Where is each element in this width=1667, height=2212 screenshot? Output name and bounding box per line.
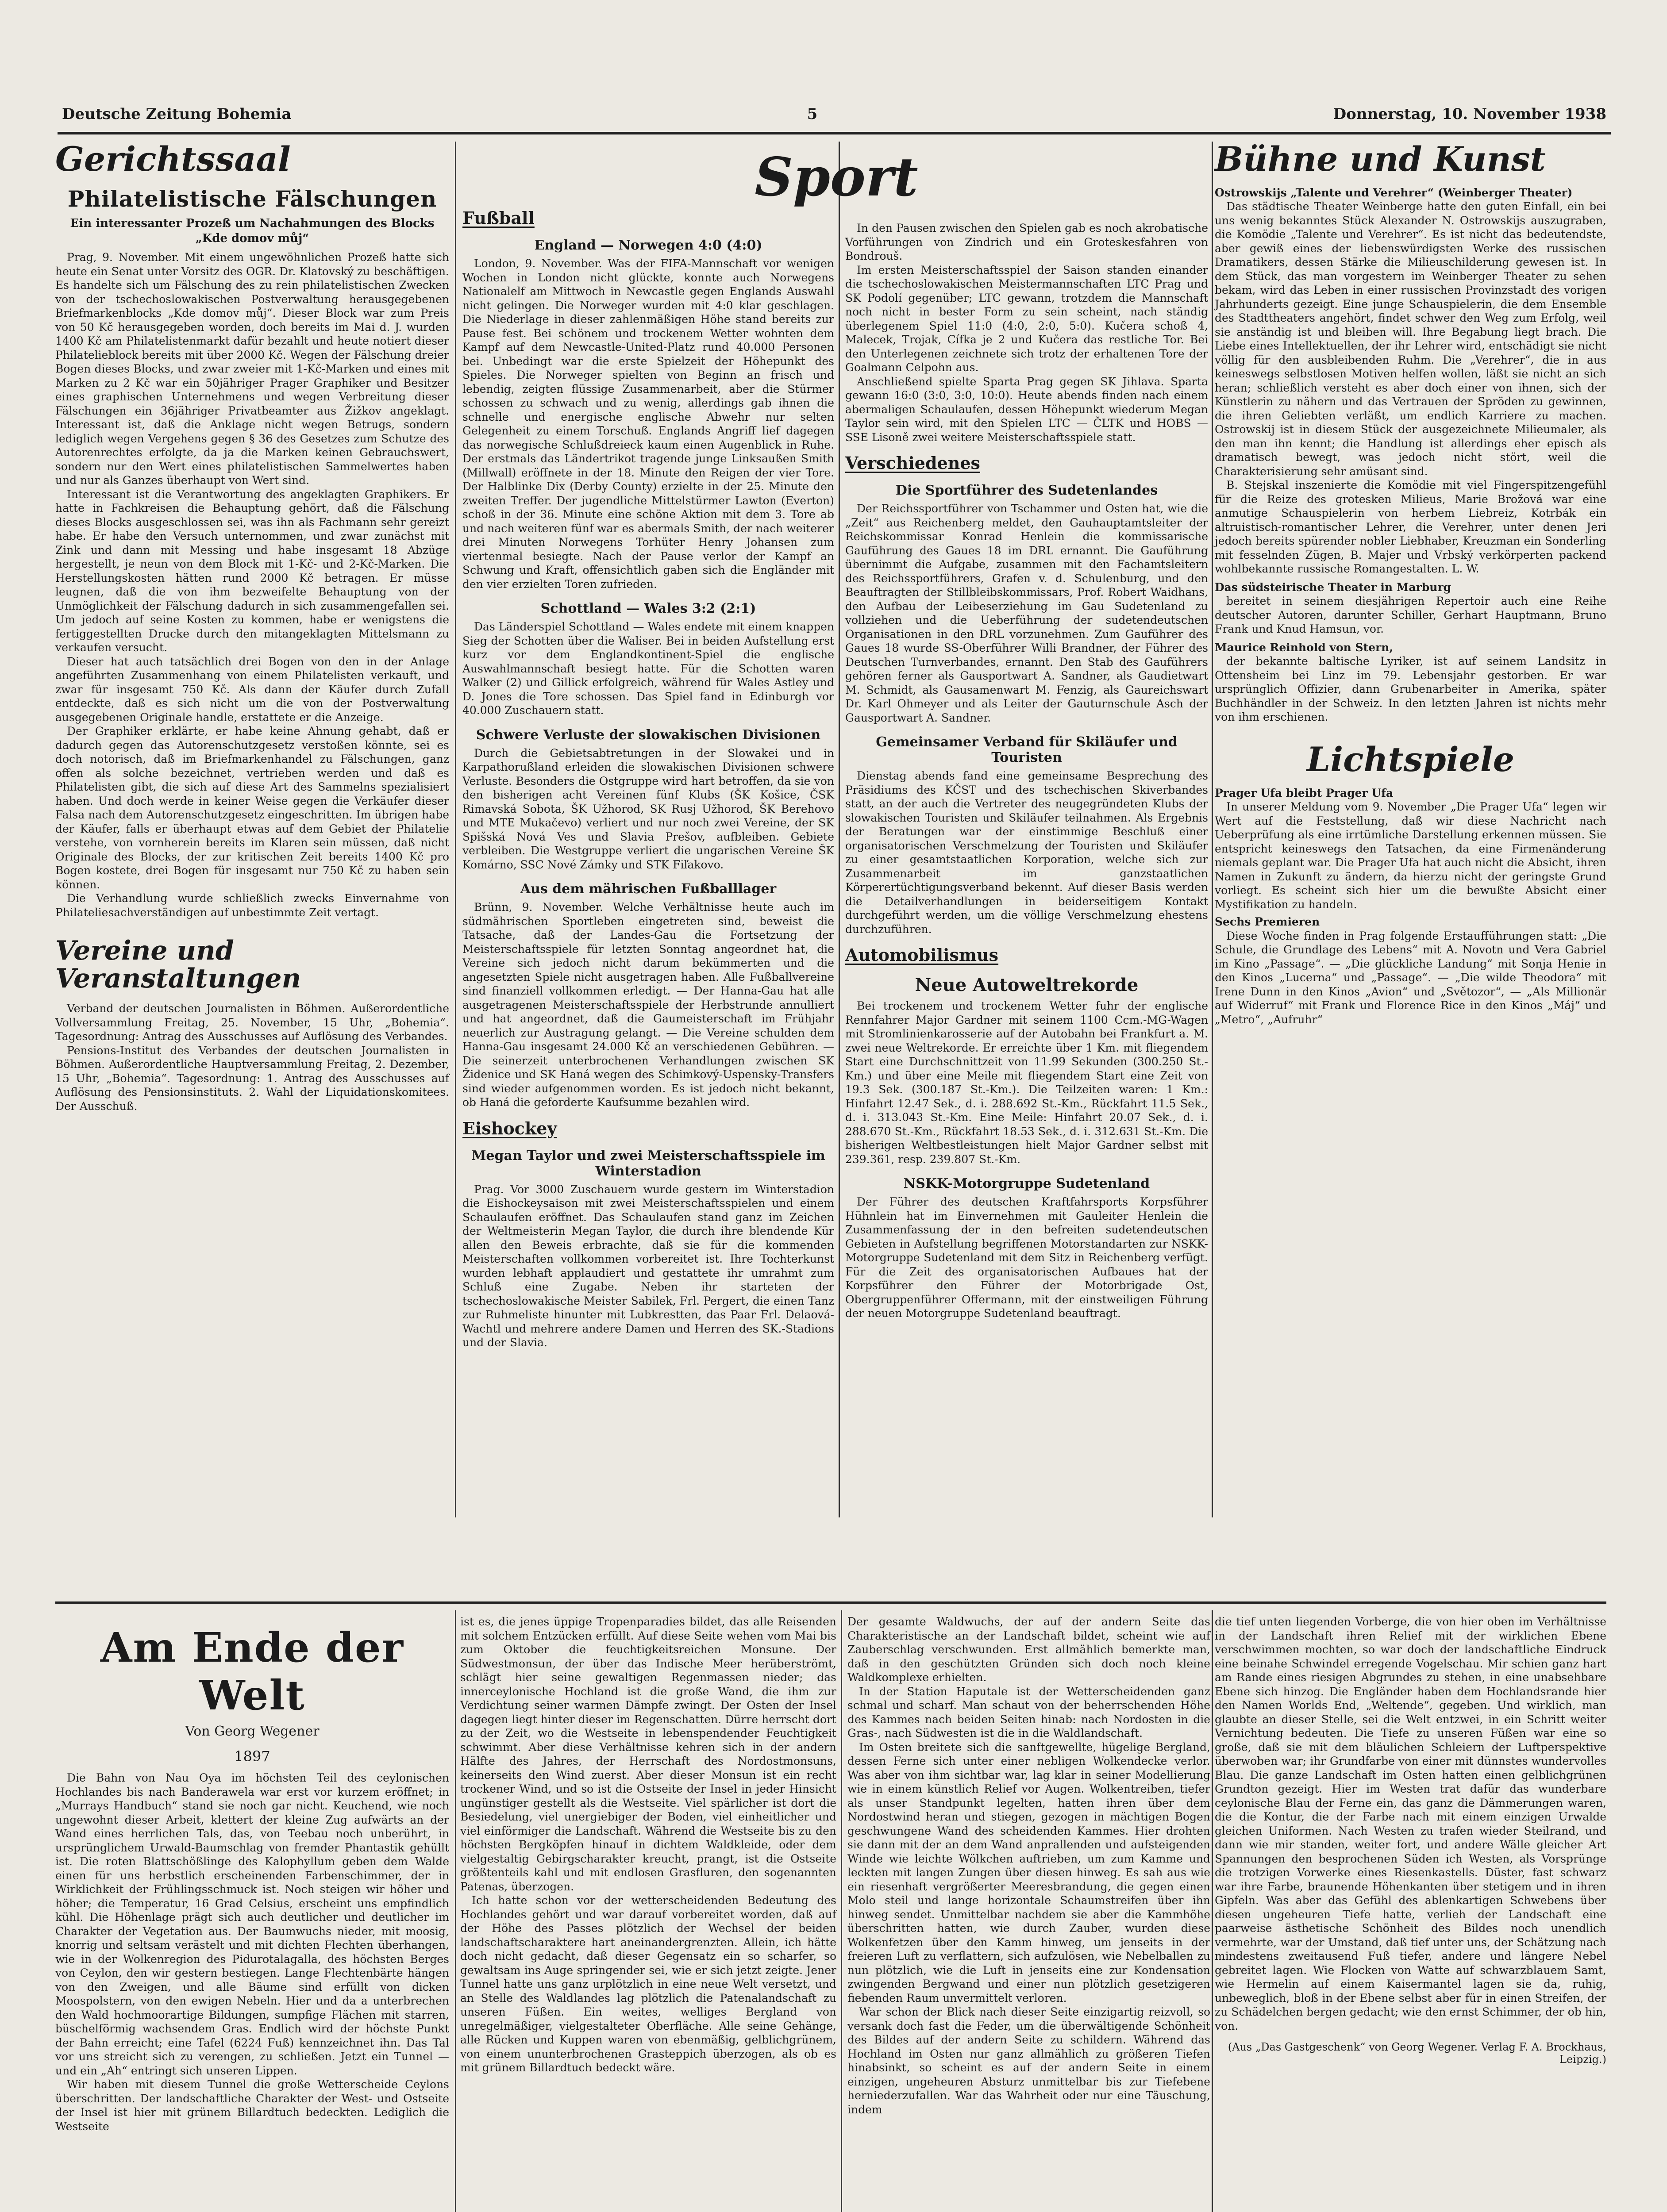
article-title: England — Norwegen 4:0 (4:0) xyxy=(534,238,762,253)
article-body xyxy=(845,221,1208,444)
section-heading: Bühne und Kunst xyxy=(1215,139,1546,179)
paragraph: Ich hatte schon vor der wetterscheidenden Bedeutung des Hochlandes gehört und war darauf vorbereitet worden, daß auf der Höhe des Passes plötzlich der Wechsel der beiden landschaftscharaktere hart aneinandergrenzten. Allein, ich hätte doch nicht gedacht, daß dieser Gegensatz ein so scharfer, so gewaltsam ins Auge springender sei, wie er sich jetzt zeigte. Jener Tunnel hatte uns ganz urplötzlich in eine neue Welt versetzt, und an Stelle des Waldlandes lag plötzlich die Patenalandschaft zu unseren Füßen. Ein weites, welliges Bergland von unregelmäßiger, vielgestalteter Oberfläche. Alle seine Gehänge, alle Rücken und Kuppen waren von ebenmäßig, gelblichgrünem, von einem ununterbrochenen Grasteppich überzogen, als ob es mit grünem Billardtuch bedeckt wäre. xyxy=(460,1894,836,2074)
article-body xyxy=(462,746,834,872)
article-body xyxy=(845,1195,1208,1321)
article-subtitle: Ein interessanter Prozeß um Nachahmungen des Blocks „Kde domov můj“ xyxy=(70,216,435,245)
article-title: Philatelistische Fälschungen xyxy=(67,185,437,212)
article-body xyxy=(847,1615,1210,2116)
paragraph: Pensions-Institut des Verbandes der deutschen Journalisten in Böhmen. Außerordentliche Hauptversammlung Freitag, 2. Dezember, 15 Uhr, „Bohemia“. Tagesordnung: 1. Antrag des Ausschusses auf Auflösung des Pensionsinstituts. 2. Wahl der Liquidationskomitees. Der Ausschuß. xyxy=(55,1044,449,1113)
article-title: Schottland — Wales 3:2 (2:1) xyxy=(540,601,756,616)
feuilleton-column-4 xyxy=(1215,1615,1606,2066)
rubric: Eishockey xyxy=(462,1118,557,1138)
article-body xyxy=(1215,800,1606,911)
sport-column-1 xyxy=(462,142,834,1350)
paragraph: Verband der deutschen Journalisten in Böhmen. Außerordentliche Vollversammlung Freitag, 25. November, 15 Uhr, „Bohemia“. Tagesordnung: Antrag des Ausschusses auf Auflösung des Verbandes. xyxy=(55,1002,449,1043)
paragraph: Die Bahn von Nau Oya im höchsten Teil des ceylonischen Hochlandes bis nach Banderawela war erst vor kurzem eröffnet; in „Murrays Handbuch“ stand sie noch gar nicht. Keuchend, wie noch ungewohnt dieser Arbeit, klettert der kleine Zug aufwärts an der Wand eines herrlichen Tals, das, von Teebau noch unberührt, in ursprünglichem Urwald-Baumschlag von fremder Phantastik gehüllt ist. Die roten Blattschößlinge des Kalophyllum geben dem Walde einen für uns herbstlich erscheinenden Farbenschimmer, der in Wirklichkeit der Frühlingsschmuck ist. Noch steigen wir höher und höher; die Temperatur, 16 Grad Celsius, erscheint uns empfindlich kühl. Die Höhenlage prägt sich auch deutlicher und deutlicher im Charakter der Vegetation aus. Der Baumwuchs nieder, mit moosig, knorrig und seltsam verästelt und mit dichten Flechten überhangen, wie in der Wolkenregion des Pidurotalagalla, des höchsten Berges von Ceylon, den wir gestern bestiegen. Lange Flechtenbärte hängen von den Zweigen, und alle Bäume sind erfüllt von dicken Moospolstern, von den ewigen Nebeln. Hier und da a unterbrechen den Wald hochmoorartige Bildungen, sumpfige Flächen mit starren, büschelförmig wachsendem Gras. Endlich wird der höchste Punkt der Bahn erreicht; eine Tafel (6224 Fuß) kennzeichnet ihn. Das Tal vor uns streicht sich zu verengen, zu schließen. Jetzt ein Tunnel — und ein „Ah“ entringt sich unseren Lippen. xyxy=(55,1771,449,2077)
section-heading: Vereine und Veranstaltungen xyxy=(55,935,301,995)
column-divider xyxy=(455,142,456,1517)
paragraph: der bekannte baltische Lyriker, ist auf seinem Landsitz in Ottensheim bei Linz im 79. Lebensjahr gestorben. Er war ursprünglich Offizier, dann Grubenarbeiter in Amerika, später Buchhändler in der Schweiz. In den letzten Jahren ist nichts mehr von ihm erschienen. xyxy=(1215,655,1606,724)
paragraph: In den Pausen zwischen den Spielen gab es noch akrobatische Vorführungen von Zindrich und ein Groteskesfahren von Bondrouš. xyxy=(845,222,1208,262)
paragraph: Prag, 9. November. Mit einem ungewöhnlichen Prozeß hatte sich heute ein Senat unter Vorsitz des OGR. Dr. Klatovský zu beschäftigen. Es handelte sich um Fälschung des zu rein philatelistischen Zwecken von der tschechoslowakischen Postverwaltung herausgegebenen Briefmarkenblocks „Kde domov můj“. Dieser Block war zum Preis von 50 Kč herausgegeben worden, doch bereits im Mai d. J. wurden 1400 Kč am Philatelistenmarkt dafür bezahlt und heute notiert dieser Philatelieblock bereits mit über 2000 Kč. Wegen der Fälschung dreier Bogen dieses Blocks, und zwar zweier mit 1-Kč-Marken und eines mit Marken zu 2 Kč war ein 50jähriger Prager Graphiker und Besitzer eines graphischen Unternehmens und wegen Verbreitung dieser Fälschungen ein 36jähriger Privatbeamter aus Žižkov angeklagt. Interessant ist, daß die Anklage nicht wegen Betrugs, sondern lediglich wegen Vergehens gegen § 36 des Gesetzes zum Schutze des Autorenrechtes erfolgte, da ja die Marken keinen Gebrauchswert, sondern nur den Wert eines philatelistischen Sammelwertes haben und nur als Ganzes überhaupt von Wert sind. xyxy=(55,251,449,487)
paragraph: London, 9. November. Was der FIFA-Mannschaft vor wenigen Wochen in London nicht glückte, konnte auch Norwegens Nationalelf am Mittwoch in Newcastle gegen Englands Auswahl nicht gelingen. Die Norweger wurden mit 4:0 klar geschlagen. Die Niederlage in dieser zahlenmäßigen Höhe stand bereits zur Pause fest. Bei schönem und trockenem Wetter wohnten dem Kampf auf dem Newcastle-United-Platz rund 40.000 Personen bei. Unbedingt war die erste Spielzeit der Höhepunkt des Spieles. Die Norweger spielten von Beginn an frisch und lebendig, zeigten flüssige Zusammenarbeit, aber die Stürmer schossen zu schwach und zu wenig, allerdings gab ihnen die schnelle und energische englische Abwehr nur selten Gelegenheit zu einem Torschuß. Englands Angriff lief dagegen das norwegische Schlußdreieck kaum einen Augenblick in Ruhe. Der erstmals das Ländertrikot tragende junge Linksaußen Smith (Millwall) eröffnete in der 18. Minute den Reigen der vier Tore. Der Halblinke Dix (Derby County) erzielte in der 25. Minute den zweiten Treffer. Der jugendliche Mittelstürmer Lawton (Everton) schoß in der 36. Minute eine schöne Aktion mit dem 3. Tore ab und nach weiteren fünf war es abermals Smith, der nach weiterer drei Minuten Norwegens Torhüter Henry Johansen zum viertenmal besiegte. Nach der Pause verlor der Kampf an Schwung und Kraft, offensichtlich gaben sich die Engländer mit den vier erzielten Toren zufrieden. xyxy=(462,257,834,591)
paragraph: Diese Woche finden in Prag folgende Erstaufführungen statt: „Die Schule, die Grundlage des Lebens“ mit A. Novotn und Vera Gabriel im Kino „Passage“. — „Die glückliche Landung“ mit Sonja Henie in den Kinos „Lucerna“ und „Passage“. — „Die wilde Theodora“ mit Irene Dunn in den Kinos „Avion“ und „Světozor“, — „Als Millionär auf Widerruf“ mit Frank und Florence Rice in den Kinos „Máj“ und „Metro“, „Aufruhr“ xyxy=(1215,929,1606,1026)
article-title: Gemeinsamer Verband für Skiläufer und Touristen xyxy=(876,734,1178,765)
feuilleton-author: Von Georg Wegener xyxy=(185,1724,320,1739)
article-title: Aus dem mährischen Fußballlager xyxy=(520,881,777,897)
article-body xyxy=(460,1615,836,2075)
rubric: Automobilismus xyxy=(845,945,999,965)
paragraph: Der Graphiker erklärte, er habe keine Ahnung gehabt, daß er dadurch gegen das Autorenschutzgesetz verstoßen könnte, sei es doch notorisch, daß im Briefmarkenhandel zu Fälschungen, ganz offen als solche bezeichnet, vertrieben werden und daß es Philatelisten gibt, die sich auf diese Art des Sammelns spezialisiert haben. Und doch werde in keiner Weise gegen die Verkäufer dieser Falsa nach dem Autorenschutzgesetz eingeschritten. Im übrigen habe der Käufer, falls er überhaupt etwas auf dem Gebiet der Philatelie verstehe, von vornherein bereits im Klaren sein müssen, daß nicht Originale des Blocks, der zur kritischen Zeit bereits 1400 Kč pro Bogen kostete, drei Bogen für insgesamt nur 750 Kč zu haben sein können. xyxy=(55,725,449,891)
paragraph: Interessant ist die Verantwortung des angeklagten Graphikers. Er hatte in Fachkreisen die Behauptung gehört, daß die Fälschung dieses Blocks ausgeschlossen sei, was ihn als Fachmann sehr gereizt habe. Er habe den Versuch unternommen, und zwar zunächst mit Zink und dann mit Messing und habe insgesamt 18 Abzüge hergestellt, je neun von dem Block mit 1-Kč- und 2-Kč-Marken. Die Herstellungskosten hätten rund 2000 Kč betragen. Er müsse leugnen, daß die von ihm bezweifelte Behauptung von der Unmöglichkeit der Fälschung dadurch in sich zusammengefallen sei. Um jedoch auf seine Kosten zu kommen, habe er wenigstens die fertiggestellten Drucke durch den mitangeklagten Mittelsmann zu verkaufen versucht. xyxy=(55,488,449,654)
paragraph: Das städtische Theater Weinberge hatte den guten Einfall, ein bei uns wenig bekanntes Stück Alexander N. Ostrowskijs auszugraben, die Komödie „Talente und Verehrer“. Es ist nicht das bedeutendste, aber gewiß eines der liebenswürdigsten Werke des russischen Dramatikers, dessen Stärke die Milieuschilderung gewesen ist. In dem Stück, das man vorgestern im Weinberger Theater zu sehen bekam, wird das Leben in einer russischen Provinzstadt des vorigen Jahrhunderts gezeigt. Eine junge Schauspielerin, die dem Ensemble des Stadttheaters angehört, findet schwer den Weg zum Erfolg, weil sie anständig ist und bleiben will. Ihre Begabung liegt brach. Die Liebe eines Intellektuellen, der ihr Lehrer wird, entschädigt sie nicht völlig für den ausbleibenden Ruhm. Die „Verehrer“, die in aus keineswegs selbstlosen Motiven helfen wollen, läßt sie nicht an sich heran; schließlich versteht es aber doch einer von ihnen, sich der Künstlerin zu nähern und das Vertrauen der Spröden zu gewinnen, die ihren Geliebten verläßt, um endlich Karriere zu machen. Ostrowskij ist in diesem Stück der ausgezeichnete Milieumaler, als den man ihn kennt; die Handlung ist allerdings eher episch als dramatisch bewegt, was jedoch nicht stört, weil die Charakterisierung sehr amüsant sind. xyxy=(1215,200,1606,478)
feuilleton-title: Am Ende der Welt xyxy=(100,1624,404,1719)
paragraph: Durch die Gebietsabtretungen in der Slowakei und in Karpathorußland erleiden die slowakischen Divisionen schwere Verluste. Besonders die Ostgruppe wird hart betroffen, da sie von den bisherigen acht Vereinen fünf Klubs (ŠK Košice, ČSK Rimavská Sobota, ŠK Užhorod, SK Rusj Užhorod, ŠK Berehovo und MTE Mukačevo) verliert und nur noch zwei Vereine, der SK Spišská Nová Ves und Slavia Prešov, aufbleiben. Gebiete verbleiben. Die Westgruppe verliert die ungarischen Vereine ŠK Komárno, SSC Nové Zámky und STK Fiľakovo. xyxy=(462,746,834,871)
header-rule xyxy=(58,132,1611,134)
article-body xyxy=(1215,1615,1606,2033)
paragraph: Das Länderspiel Schottland — Wales endete mit einem knappen Sieg der Schotten über die Waliser. Bei in beiden Aufstellung erst kurz vor dem Englandkontinent-Spiel die englische Auswahlmannschaft besiegt hatte. Für die Schotten waren Walker (2) und Gillick erfolgreich, während für Wales Astley und D. Jones die Tore schossen. Das Spiel fand in Edinburgh vor 40.000 Zuschauern statt. xyxy=(462,620,834,717)
paragraph: Im Osten breitete sich die sanftgewellte, hügelige Bergland, dessen Ferne sich unter einer nebligen Wolkendecke verlor. Was aber von ihm sichtbar war, lag klar in seiner Modellierung wie in einem künstlich Relief vor Augen. Wolkentreiben, tiefer als unser Standpunkt legelten, hatten ihren über dem Nordostwind heran und stiegen, gezogen in mächtigen Bogen geschwungene Wand des scheidenden Kammes. Hier drohten sie dann mit der an dem Wand anprallenden und aufsteigenden Winde wie leichte Wölkchen auftrieben, um zum Kamme und leckten mit langen Zungen über diesen hinweg. Es sah aus wie ein riesenhaft vergrößerter Meeresbrandung, die gegen einen Molo steil und lange horizontale Schaumstreifen über ihn hinweg sendet. Unmittelbar nachdem sie aber die Kammhöhe überschritten hatten, wie durch Zauber, wurden diese Wolkenfetzen über den Kamm hinweg, um jenseits in der freieren Luft zu verflattern, sich aufzulösen, wie Nebelballen zu nun plötzlich, wie die Luft in jenseits eine zur Kondensation zwingenden Bergwand und einer nun plötzlich gesetzigeren fiebenden Raum unvermittelt verloren. xyxy=(847,1740,1210,2005)
paragraph: Prag. Vor 3000 Zuschauern wurde gestern im Winterstadion die Eishockeysaison mit zwei Meisterschaftsspielen und einem Schaulaufen eröffnet. Das Schaulaufen stand ganz im Zeichen der Weltmeisterin Megan Taylor, die durch ihre blendende Kür allen den Beweis erbrachte, daß sie für die kommenden Meisterschaften vollkommen vorbereitet ist. Ihre Tochterkunst wurden lebhaft applaudiert und gestattete ihr umrahmt zum Schluß eine Zugabe. Neben ihr starteten der tschechoslowakische Meister Sabilek, Frl. Pergert, die einen Tanz zur Ruhmeliste hinunter mit Lubkrestten, das Paar Frl. Delaová-Wachtl und mehrere andere Damen und Herren des SK.-Stadions und der Slavia. xyxy=(462,1183,834,1349)
article-body xyxy=(55,1771,449,2133)
paragraph: In unserer Meldung vom 9. November „Die Prager Ufa“ legen wir Wert auf die Feststellung, daß wir diese Nachricht nach Ueberprüfung als eine irrtümliche Darstellung erkennen müssen. Sie entspricht keineswegs den Tatsachen, da eine Firmenänderung niemals geplant war. Die Prager Ufa hat auch nicht die Absicht, ihren Namen in Zukunft zu ändern, da hierzu nicht der geringste Grund vorliegt. Es scheint sich hier um die bewußte Absicht einer Mystifikation zu handeln. xyxy=(1215,800,1606,911)
column-divider xyxy=(839,142,840,1517)
paragraph: B. Stejskal inszenierte die Komödie mit viel Fingerspitzengefühl für die Reize des grotesken Milieus, Marie Brožová war eine anmutige Schauspielerin von herbem Liebreiz, Kotrbák ein altruistisch-romantischer Lehrer, die Verehrer, unter denen Jeri jedoch bereits spürender nobler Liebhaber, Kreuzman ein Sonderling mit fesselnden Zügen, B. Majer und Vrbský verkörperten packend wohlbekannte russische Romangestalten. L. W. xyxy=(1215,479,1606,576)
article-title: Neue Autoweltrekorde xyxy=(915,975,1139,995)
article-title: Die Sportführer des Sudetenlandes xyxy=(895,483,1158,498)
feuilleton-year: 1897 xyxy=(234,1748,270,1765)
article-body xyxy=(462,257,834,591)
article-title: Das südsteirische Theater in Marburg xyxy=(1215,580,1451,594)
section-heading: Gerichtssaal xyxy=(55,139,291,179)
paragraph: ist es, die jenes üppige Tropenparadies bildet, das alle Reisenden mit solchem Entzücken erfüllt. Auf diese Seite wehen vom Mai bis zum Oktober die feuchtigkeitsreichen Monsune. Der Südwestmonsun, der über das Indische Meer herüberströmt, schlägt hier seine gewaltigen Regenmassen nieder; das innerceylonische Hochland ist die große Wand, die ihm zur Verdichtung seiner warmen Dämpfe zwingt. Der Osten der Insel dagegen liegt hinter dieser im Regenschatten. Dürre herrscht dort zu der Zeit, wo die Westseite in lebenspendender Feuchtigkeit schwimmt. Aber diese Verhältnisse kehren sich in der andern Hälfte des Jahres, der Herrschaft des Nordostmonsuns, keinerseits den Wind zuerst. Aber dieser Monsun ist ein recht trockener Wind, und so ist die Ostseite der Insel in jeder Hinsicht ungünstiger gestellt als die Westseite. Viel spärlicher ist dort die Besiedelung, viel unergiebiger der Boden, viel einheitlicher und viel einförmiger die Landschaft. Während die Westseite bis zu den höchsten Bergköpfen hinauf in dichtem Waldkleide, oder dem vielgestaltig Gebirgscharakter kreucht, prangt, ist die Ostseite größtenteils kahl und mit endlosen Grasfluren, den sogenannten Patenas, überzogen. xyxy=(460,1615,836,1893)
paragraph: Brünn, 9. November. Welche Verhältnisse heute auch im südmährischen Sportleben eingetreten sind, beweist die Tatsache, daß der Landes-Gau die Fortsetzung der Meisterschaftsspiele für letzten Sonntag angeordnet hat, die Vereine sich jedoch nicht darum bekümmerten und die angesetzten Spiele nicht ausgetragen haben. Alle Fußballvereine sind finanziell vollkommen erledigt. — Der Hanna-Gau hat alle ausgetragenen Meisterschaftsspiele der Herbstrunde annulliert und hat angeordnet, daß die Gaumeisterschaft im Frühjahr neuerlich zur Austragung gelangt. — Die Vereine schulden dem Hanna-Gau insgesamt 24.000 Kč an verschiedenen Gebühren. — Die seinerzeit unterbrochenen Verhandlungen zwischen SK Židenice und SK Haná wegen des Schimkový-Uspensky-Transfers sind wieder aufgenommen worden. Es ist jedoch nicht bekannt, ob Haná die geforderte Kaufsumme bezahlen wird. xyxy=(462,901,834,1109)
issue-date: Donnerstag, 10. November 1938 xyxy=(1333,105,1606,123)
section-heading: Sport xyxy=(755,146,918,208)
article-title: Megan Taylor und zwei Meisterschaftsspiele im Winterstadion xyxy=(471,1148,825,1179)
paragraph: Der Reichssportführer von Tschammer und Osten hat, wie die „Zeit“ aus Reichenberg meldet, den Gauhauptamtsleiter der Reichskommissar Konrad Henlein die kommissarische Gauführung des Gaues 18 im DRL ernannt. Die Gauführung übernimmt die Aufgabe, zusammen mit den Fachamtsleitern des Reichssportführers, Grafen v. d. Schulenburg, und den Beauftragten der Stillbleibskommissars, Prof. Robert Waidhans, den Aufbau der Leibeserziehung im Gau Sudetenland zu vollziehen und die Ueberführung der sudetendeutschen Organisationen in den DRL vorzunehmen. Zum Gauführer des Gaues 18 wurde SS-Oberführer Willi Brandner, der Führer des Deutschen Turnverbandes, ernannt. Den Stab des Gauführers gehören ferner als Gausportwart A. Sandner, als Gaudietwart M. Schmidt, als Gausamenwart M. Fenzig, als Gaureichswart Dr. Karl Ohmeyer und als Leiter der Gauturnschule Asch der Gausportwart A. Sandner. xyxy=(845,502,1208,724)
article-body xyxy=(845,502,1208,725)
paragraph: die tief unten liegenden Vorberge, die von hier oben im Verhältnisse in der Landschaft ihren Relief mit der wirklichen Ebene verschwimmen mochten, so war doch der landschaftliche Eindruck eine beinahe Schwindel erregende Vogelschau. Mir schien ganz hart am Rande eines riesigen Abgrundes zu stehen, in eine unabsehbare Ebene sich hinzog. Die Engländer haben dem Hochlandsrande hier den Namen Worlds End, „Weltende“, gegeben. Und wirklich, man glaubte an dieser Stelle, sei die Welt entzwei, in ein Schritt weiter Vernichtung bedeuten. Die Tiefe zu unseren Füßen war eine so große, daß sie mit dem bläulichen Schleiern der Luftperspektive überwoben war; ihr Grundfarbe von einer mit dünnstes wundervolles Blau. Die ganze Landschaft im Osten hatten einen gelblichgrünen Grundton gezeigt. Hier im Westen trat dafür das wunderbare ceylonische Blau der Ferne ein, das ganz die Dämmerungen waren, die die Kontur, die der Farbe nach mit einem einzigen Urwalde gleichen Uniformen. Nach Westen zu trafen wieder Steilrand, und dann wie mir standen, weiter fort, und andere Wälle gleicher Art Spannungen den besprochenen Süden ich Westen, als Vorsprünge die trotzigen Vorwerke eines Riesenkastells. Düster, fast schwarz war ihre Farbe, braunende Höhenkanten über stetigem und in ihren Gipfeln. Was aber das Gefühl des ablenkartigen Schwebens über diesen ungeheuren Tiefe hatte, verlieh der Landschaft eine paarweise ästhetische Schönheit des Bildes noch unendlich vermehrte, war der Umstand, daß tief unter uns, der Schätzung nach mindestens zweitausend Fuß tiefer, andere und längere Nebel gebreitet lagen. Wie Flocken von Watte auf schwarzblauem Samt, wie Hermelin auf einem Kaisermantel lagen sie da, ruhig, unbeweglich, bloß in der Ebene selbst aber für in einen Streifen, der zu Schädelchen bergen gedacht; wie den ernst Schimmer, der ob hin, von. xyxy=(1215,1615,1606,2032)
paragraph: Die Verhandlung wurde schließlich zwecks Einvernahme von Philateliesachverständigen auf unbestimmte Zeit vertagt. xyxy=(55,892,449,919)
article-body xyxy=(1215,594,1606,636)
page-header xyxy=(62,101,1606,127)
article-body xyxy=(1215,929,1606,1027)
feuilleton-rule xyxy=(55,1601,1606,1604)
rubric: Verschiedenes xyxy=(845,453,980,473)
article-title: Maurice Reinhold von Stern, xyxy=(1215,641,1394,654)
article-title: Sechs Premieren xyxy=(1215,915,1320,929)
paragraph: Dienstag abends fand eine gemeinsame Besprechung des Präsidiums des KČST und des tschechischen Skiverbandes statt, an der auch die Vertreter des neugegründeten Klubs der slowakischen Touristen und Skiläufer teilnahmen. Als Ergebnis der Beratungen war der einstimmige Beschluß einer organisatorischen Verschmelzung der Touristen und Skiläufer zu einer gesamtstaatlichen Korporation, welche sich zur Zusammenarbeit im ganzstaatlichen Körperertüchtigungsverband bekennt. Auf dieser Basis werden die Detailverhandlungen in beiderseitigem Kontakt durchgeführt werden, um die völlige Verschmelzung ehestens durchzuführen. xyxy=(845,769,1208,936)
article-body xyxy=(462,900,834,1110)
sport-column-2 xyxy=(845,221,1208,1321)
paragraph: Im ersten Meisterschaftsspiel der Saison standen einander die tschechoslowakischen Meistermannschaften LTC Prag und SK Podolí gegenüber; LTC gewann, trotzdem die Mannschaft noch nicht in bester Form zu sein scheint, nach ständig überlegenem Spiel 11:0 (4:0, 2:0, 5:0). Kučera schoß 4, Malecek, Trojak, Cífka je 2 und Kučera das restliche Tor. Bei den Unterlegenen zeichnete sich trotz der erhaltenen Tore der Goalmann Celpohn aus. xyxy=(845,263,1208,374)
article-title: Ostrowskijs „Talente und Verehrer“ (Weinberger Theater) xyxy=(1215,186,1573,199)
paragraph: Der Führer des deutschen Kraftfahrsports Korpsführer Hühnlein hat im Einvernehmen mit Gauleiter Henlein die Zusammenfassung der in den befreiten sudetendeutschen Gebieten in Aufstellung begriffenen Motorstandarten zur NSKK-Motorgruppe Sudetenland mit dem Sitz in Reichenberg verfügt. Für die Zeit des organisatorischen Aufbaues hat der Korpsführer den Führer der Motorbrigade Ost, Obergruppenführer Offermann, mit der einstweiligen Führung der neuen Motorgruppe Sudetenland beauftragt. xyxy=(845,1195,1208,1320)
column-divider xyxy=(841,1610,842,2212)
article-body xyxy=(462,620,834,718)
masthead-name: Deutsche Zeitung Bohemia xyxy=(62,105,292,123)
article-body xyxy=(845,769,1208,936)
article-body xyxy=(55,250,449,919)
paragraph: War schon der Blick nach dieser Seite einzigartig reizvoll, so versank doch fast die Feder, um die überwältigende Schönheit des Bildes auf der andern Seite zu schildern. Während das Hochland im Osten nur ganz allmählich zu größeren Tiefen hinabsinkt, so scheint es auf der andern Seite in einem einzigen, ungeheuren Absturz unmittelbar bis zur Tiefebene herniederzufallen. War das Wahrheit oder nur eine Täuschung, indem xyxy=(847,2005,1210,2116)
column-divider xyxy=(1212,142,1213,1517)
paragraph: Wir haben mit diesem Tunnel die große Wetterscheide Ceylons überschritten. Der landschaftliche Charakter der West- und Ostseite der Insel ist hier mit grünem Billardtuch bedeckten. Lediglich die Westseite xyxy=(55,2078,449,2133)
column-divider xyxy=(1212,1610,1213,2212)
column-divider xyxy=(455,1610,456,2212)
arts-column xyxy=(1215,139,1606,1026)
article-title: Schwere Verluste der slowakischen Divisionen xyxy=(476,727,821,743)
feuilleton-column-1 xyxy=(55,1615,449,2133)
article-title: NSKK-Motorgruppe Sudetenland xyxy=(903,1176,1150,1191)
source-credit: (Aus „Das Gastgeschenk“ von Georg Wegener. Verlag F. A. Brockhaus, Leipzig.) xyxy=(1228,2041,1606,2066)
article-body xyxy=(55,1002,449,1113)
rubric: Fußball xyxy=(462,208,535,228)
page-number: 5 xyxy=(807,105,818,123)
feuilleton-column-2 xyxy=(460,1615,836,2075)
article-body xyxy=(462,1183,834,1350)
paragraph: Anschließend spielte Sparta Prag gegen SK Jihlava. Sparta gewann 16:0 (3:0, 3:0, 10:0). Heute abends finden nach einem abermaligen Schaulaufen, dessen Höhepunkt wiederum Megan Taylor sein wird, mit den Spielen LTC — ČLTK und HOBS — SSE Lisoně zwei weitere Meisterschaftsspiele statt. xyxy=(845,375,1208,444)
article-title: Prager Ufa bleibt Prager Ufa xyxy=(1215,786,1394,799)
paragraph: bereitet in seinem diesjährigen Repertoir auch eine Reihe deutscher Autoren, darunter Schiller, Gerhart Hauptmann, Bruno Frank und Knud Hamsun, vor. xyxy=(1215,595,1606,636)
article-body xyxy=(1215,200,1606,576)
article-body xyxy=(1215,654,1606,724)
court-column xyxy=(55,139,449,1113)
paragraph: Der gesamte Waldwuchs, der auf der andern Seite das Charakteristische an der Landschaft bildet, scheint wie auf Zauberschlag verschwunden. Erst allmählich bemerkte man, daß in den geschützten Gründen sich doch noch kleine Waldkomplexe erhielten. xyxy=(847,1615,1210,1684)
feuilleton-column-3 xyxy=(847,1615,1210,2116)
paragraph: In der Station Haputale ist der Wetterscheidenden ganz schmal und scharf. Man schaut von der beherrschenden Höhe des Kammes nach beiden Seiten hinab: nach Nordosten in die Gras-, nach Südwesten ist die in die Waldlandschaft. xyxy=(847,1685,1210,1740)
section-heading: Lichtspiele xyxy=(1306,739,1515,779)
article-body xyxy=(845,999,1208,1166)
paragraph: Bei trockenem und trockenem Wetter fuhr der englische Rennfahrer Major Gardner mit seinem 1100 Ccm.-MG-Wagen mit Stromlinienkarosserie auf der Autobahn bei Frankfurt a. M. zwei neue Weltrekorde. Er erreichte über 1 Km. mit fliegendem Start eine Durchschnittzeit von 11.99 Sekunden (300.250 St.-Km.) und über eine Meile mit fliegendem Start eine Zeit von 19.3 Sek. (300.187 St.-Km.). Die Teilzeiten waren: 1 Km.: Hinfahrt 12.47 Sek., d. i. 288.692 St.-Km., Rückfahrt 11.5 Sek., d. i. 313.043 St.-Km. Eine Meile: Hinfahrt 20.07 Sek., d. i. 288.670 St.-Km., Rückfahrt 18.53 Sek., d. i. 312.631 St.-Km. Die bisherigen Weltbestleistungen hielt Major Gardner selbst mit 239.361, resp. 239.807 St.-Km. xyxy=(845,999,1208,1166)
paragraph: Dieser hat auch tatsächlich drei Bogen von den in der Anlage angeführten Zusammenhang von einem Philatelisten verkauft, und zwar für insgesamt 750 Kč. Als dann der Käufer durch Zufall entdeckte, daß es sich nicht um die von der Postverwaltung ausgegebenen Originale handle, erstattete er die Anzeige. xyxy=(55,655,449,724)
